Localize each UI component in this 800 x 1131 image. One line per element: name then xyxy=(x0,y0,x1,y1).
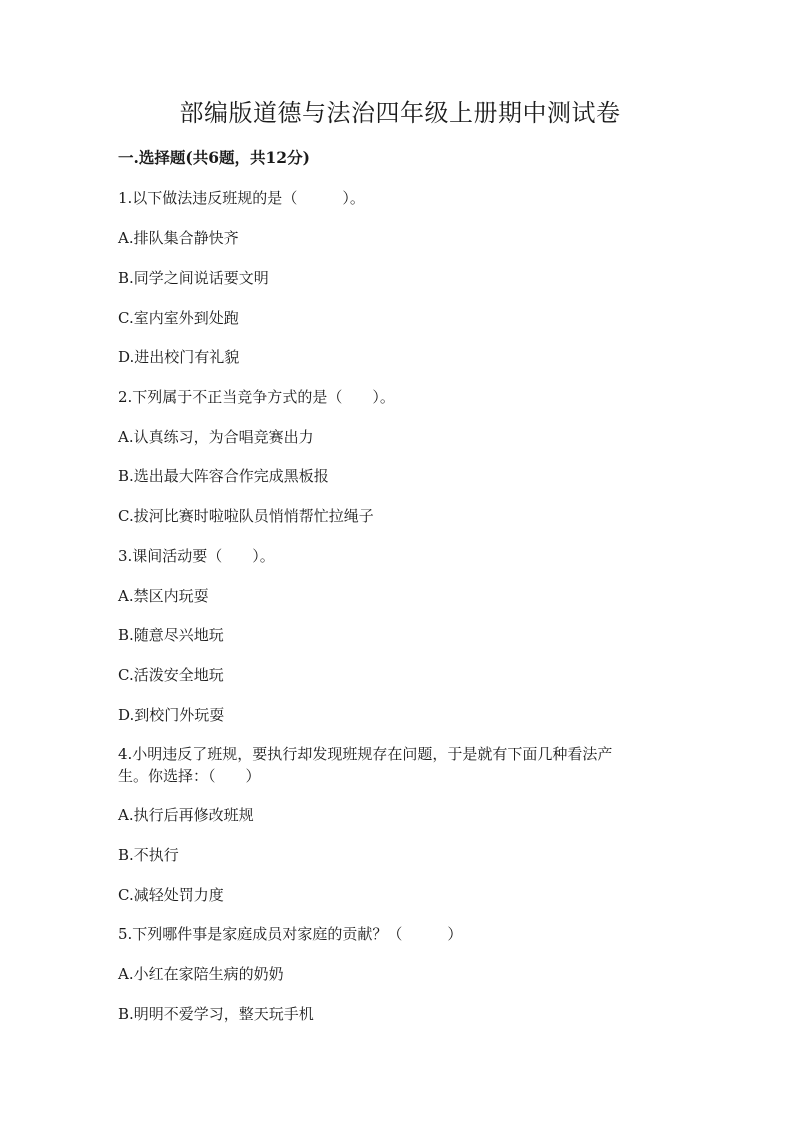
question-3-stem: 3.课间活动要（ ）。 xyxy=(118,547,275,565)
question-1-option-d: D.进出校门有礼貌 xyxy=(118,348,240,366)
question-5-option-b: B.明明不爱学习，整天玩手机 xyxy=(118,1005,314,1023)
question-4-stem-line-1: 4.小明违反了班规，要执行却发现班规存在问题，于是就有下面几种看法产 xyxy=(118,745,613,763)
question-2-option-a: A.认真练习，为合唱竞赛出力 xyxy=(118,428,314,446)
question-4-option-b: B.不执行 xyxy=(118,846,179,864)
question-2-option-c: C.拔河比赛时啦啦队员悄悄帮忙拉绳子 xyxy=(118,507,374,525)
question-2-option-b: B.选出最大阵容合作完成黑板报 xyxy=(118,467,329,485)
question-2-stem: 2.下列属于不正当竞争方式的是（ ）。 xyxy=(118,388,395,406)
question-3-option-a: A.禁区内玩耍 xyxy=(118,587,209,605)
question-1-option-a: A.排队集合静快齐 xyxy=(118,229,239,247)
question-4-stem-line-2: 生。你选择：（ ） xyxy=(118,767,261,785)
question-3-option-d: D.到校门外玩耍 xyxy=(118,706,225,724)
question-1-option-b: B.同学之间说话要文明 xyxy=(118,269,269,287)
question-4-option-a: A.执行后再修改班规 xyxy=(118,806,254,824)
question-3-option-c: C.活泼安全地玩 xyxy=(118,666,224,684)
section-heading: 一.选择题(共6题，共12分) xyxy=(118,148,310,167)
question-3-option-b: B.随意尽兴地玩 xyxy=(118,626,224,644)
question-1-option-c: C.室内室外到处跑 xyxy=(118,309,239,327)
question-1-stem: 1.以下做法违反班规的是（ ）。 xyxy=(118,189,365,207)
question-5-stem: 5.下列哪件事是家庭成员对家庭的贡献？（ ） xyxy=(118,925,463,943)
question-4-option-c: C.减轻处罚力度 xyxy=(118,886,224,904)
document-title: 部编版道德与法治四年级上册期中测试卷 xyxy=(179,99,621,127)
question-5-option-a: A.小红在家陪生病的奶奶 xyxy=(118,965,284,983)
